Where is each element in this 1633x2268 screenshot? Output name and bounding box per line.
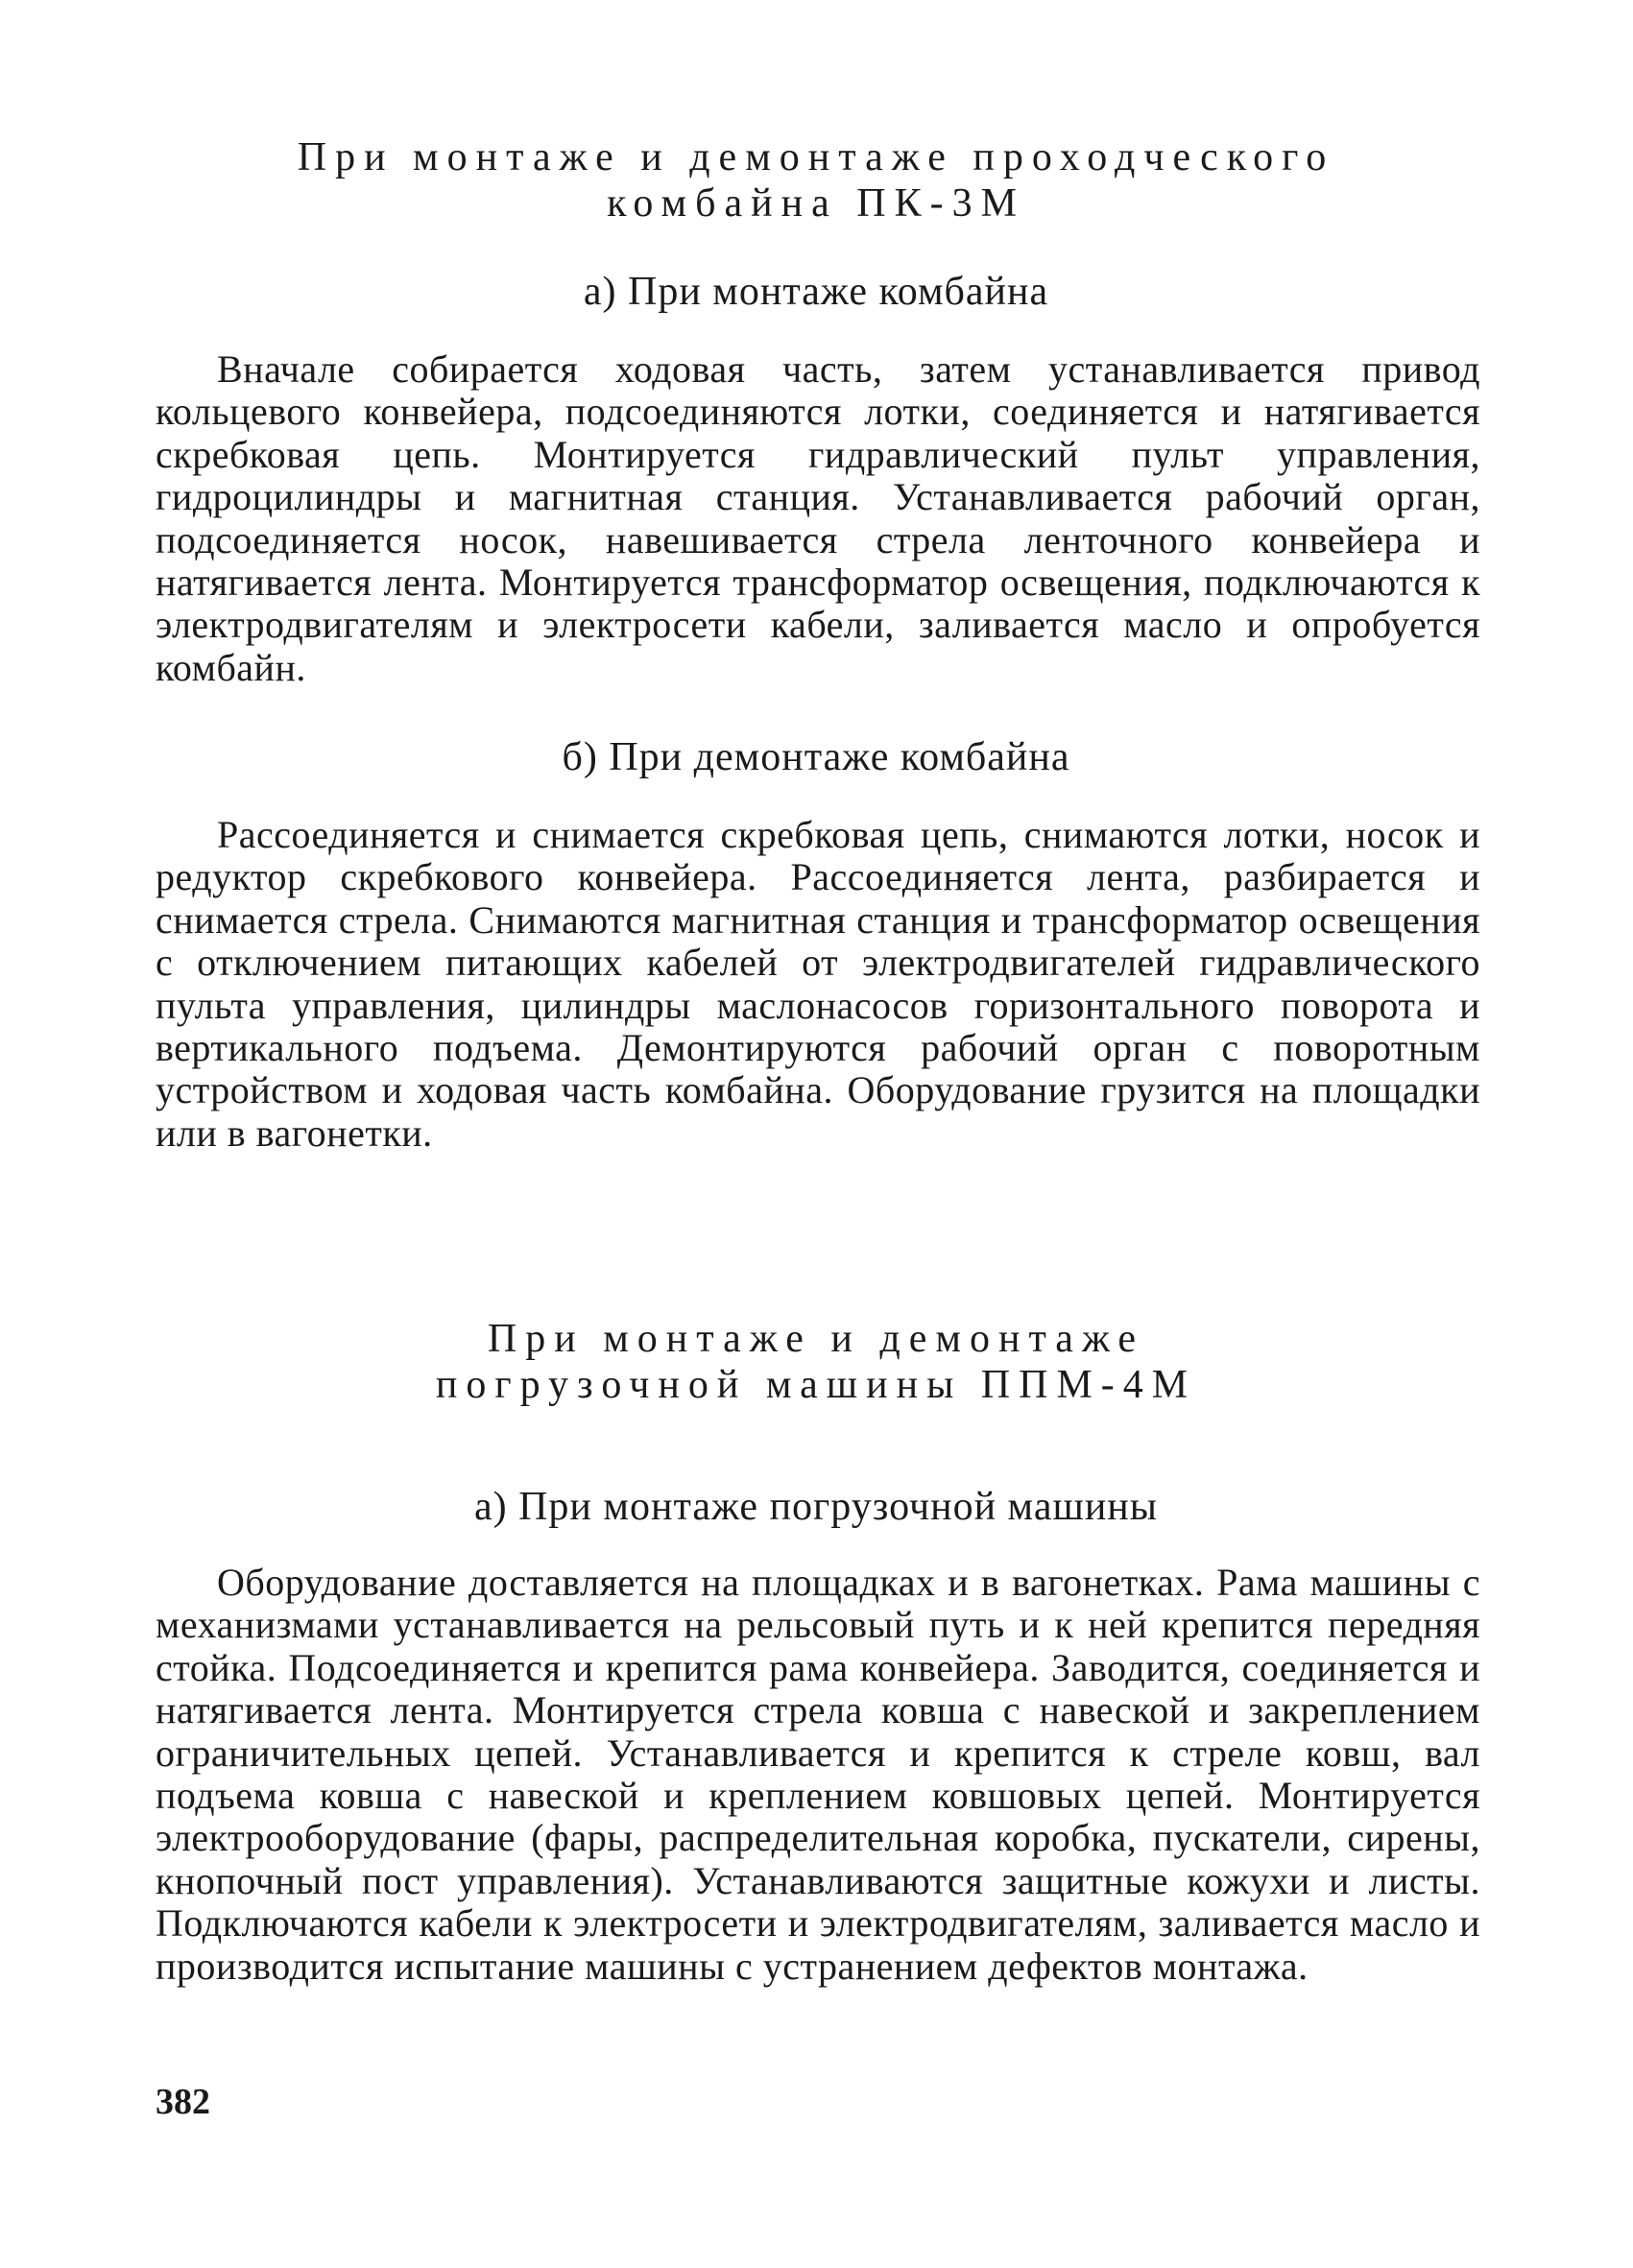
section-2-paragraph-a: Оборудование доставляется на площадках и в вагонетках. Рама машины с механизмами устанавливается на рельсовый путь и к ней крепится передняя стойка. Подсоединяется и крепится рама конвейера. Заводится, соединяется и натягивается лента. Монтируется стрела ковша с навеской и закреплением ограничительных цепей. Устанавливается и крепится к стреле ковш, вал подъема ковша с навеской и креплением ковшовых цепей. Монтируется электрооборудование (фары, распределительная коробка, пускатели, сирены, кнопочный пост управления). Устанавливаются защитные кожухи и листы. Подключаются кабели к электросети и электродвигателям, заливается масло и производится испытание машины с устранением дефектов монтажа.	[156, 1561, 1480, 1988]
section-2-title-line-2: погрузочной машины ППМ-4М	[435, 1363, 1197, 1407]
section-1-title-line-1: При монтаже и демонтаже проходческого	[297, 135, 1335, 179]
section-1-subheading-b: б) При демонтаже комбайна	[562, 735, 1070, 779]
section-1-paragraph-a: Вначале собирается ходовая часть, затем устанавливается привод кольцевого конвейера, подсоединяются лотки, соединяется и натягивается скребковая цепь. Монтируется гидравлический пульт управления, гидроцилиндры и магнитная станция. Устанавливается рабочий орган, подсоединяется носок, навешивается стрела ленточного конвейера и натягивается лента. Монтируется трансформатор освещения, подключаются к электродвигателям и электросети кабели, заливается масло и опробуется комбайн.	[156, 347, 1480, 689]
section-1-paragraph-b: Рассоединяется и снимается скребковая цепь, снимаются лотки, носок и редуктор скребкового конвейера. Рассоединяется лента, разбирается и снимается стрела. Снимаются магнитная станция и трансформатор освещения с отключением питающих кабелей от электродвигателей гидравлического пульта управления, цилиндры маслонасосов горизонтального поворота и вертикального подъема. Демонтируются рабочий орган с поворотным устройством и ходовая часть комбайна. Оборудование грузится на площадки или в вагонетки.	[156, 813, 1480, 1155]
section-2-title-line-1: При монтаже и демонтаже	[487, 1317, 1145, 1361]
section-1-subheading-a: а) При монтаже комбайна	[583, 270, 1049, 314]
section-2-subheading-a: а) При монтаже погрузочной машины	[473, 1485, 1159, 1529]
section-1-title-line-2: комбайна ПК-3М	[607, 181, 1025, 226]
page-number: 382	[156, 2082, 210, 2122]
